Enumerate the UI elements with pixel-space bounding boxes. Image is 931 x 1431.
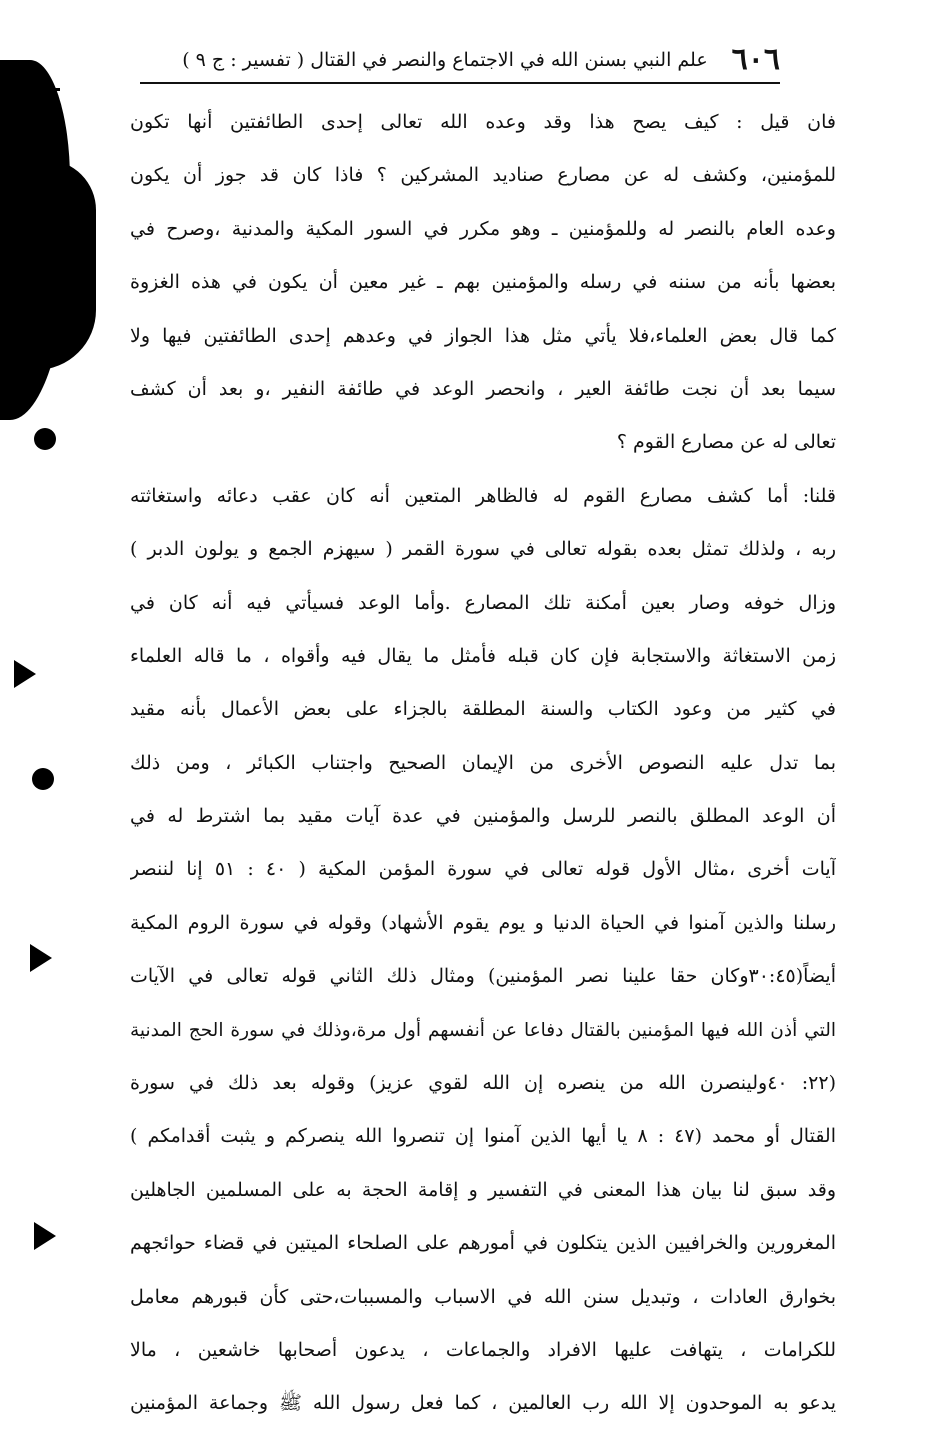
text-line: التي أذن الله فيها المؤمنين بالقتال دفاعا عن أنفسهم أول مرة،وذلك في سورة الحج المدنية [130,1019,836,1041]
page-number: ٦٠٦ [731,42,780,77]
text-line: كما قال بعض العلماء،فلا يأتي مثل هذا الجواز في وعدهم إحدى الطائفتين فيها ولا [130,324,836,347]
text-line: رسلنا والذين آمنوا في الحياة الدنيا و يوم يقوم الأشهاد) وقوله في سورة الروم المكية [130,911,836,934]
text-line: وزال خوفه وصار بعين أمكنة تلك المصارع .وأما الوعد فسيأتي فيه أنه كان في [130,591,836,614]
text-line: للكرامات ، يتهافت عليها الافراد والجماعات ، يدعون أصحابها خاشعين ، مالا [130,1338,836,1361]
text-line: أن الوعد المطلق بالنصر للرسل والمؤمنين في عدة آيات مقيد بما اشترط له في [130,805,836,828]
margin-arrow-mark [14,660,36,688]
text-line: سيما بعد أن نجت طائفة العير ، وانحصر الوعد في طائفة النفير ،و بعد أن كشف [130,377,836,400]
text-line: ربه ، ولذلك تمثل بعده بقوله تعالى في سورة القمر ( سيهزم الجمع و يولون الدبر ) [130,538,836,561]
text-line: بعضها بأنه من سننه في رسله والمؤمنين بهم ـ غير معين أن يكون في هذه الغزوة [130,271,836,294]
text-line: آيات أخرى ،مثال الأول قوله تعالى في سورة المؤمن المكية ( ٤٠ : ٥١ إنا لننصر [130,858,836,881]
margin-arrow-mark [30,944,52,972]
binding-edge-line [0,88,60,91]
text-line: زمن الاستغاثة والاستجابة فإن كان قبله فأمثل ما يقال فيه وأقواه ، ما قاله العلماء [130,644,836,667]
text-line: وعده العام بالنصر له وللمؤمنين ـ وهو مكرر في السور المكية والمدنية ،وصرح في [130,217,836,240]
text-line: فان قيل : كيف يصح هذا وقد وعده الله تعالى إحدى الطائفتين أنها تكون [130,111,836,133]
punch-hole-mark [40,140,62,162]
body-text [130,96,836,1431]
text-line: تعالى له عن مصارع القوم ؟ [616,431,836,454]
text-line: بما تدل عليه النصوص الأخرى من الإيمان الصحيح واجتناب الكبائر ، ومن ذلك [130,751,836,774]
text-line: المغرورين والخرافيين الذين يتكلون في أمورهم على الصلحاء الميتين في قضاء حوائجهم [130,1232,836,1255]
text-line: قلنا: أما كشف مصارع القوم له فالظاهر المتعين أنه كان عقب دعائه واستغاثته [130,484,836,507]
text-line: في كثير من وعود الكتاب والسنة المطلقة بالجزاء على بعض الأعمال بأنه مقيد [130,698,836,721]
text-line: بخوارق العادات ، وتبديل سنن الله في الاسباب والمسببات،حتى كأن قبورهم معامل [130,1285,836,1308]
text-line: وقد سبق لنا بيان هذا المعنى في التفسير و إقامة الحجة به على المسلمين الجاهلين [130,1178,836,1201]
text-line: للمؤمنين، وكشف له عن مصارع صناديد المشركين ؟ فاذا كان قد جوز أن يكون [130,164,836,187]
binding-shadow-inner [0,160,96,370]
text-line: (٢٢: ٤٠ولينصرن الله من ينصره إن الله لقوي عزيز) وقوله بعد ذلك في سورة [130,1072,836,1095]
header-rule [140,82,780,84]
text-line: يدعو به الموحدون إلا الله رب العالمين ، كما فعل رسول الله ﷺ وجماعة المؤمنين [130,1392,836,1415]
punch-hole-mark [32,768,54,790]
running-title: علم النبي بسنن الله في الاجتماع والنصر في القتال ( تفسير : ج ٩ ) [182,49,708,71]
text-line: القتال أو محمد (٤٧ : ٨ يا أيها الذين آمنوا إن تنصروا الله ينصركم و يثبت أقدامكم ) [130,1125,836,1148]
text-line: أيضاً(٣٠:٤٥وكان حقا علينا نصر المؤمنين) ومثال ذلك الثاني قوله تعالى في الآيات [130,965,836,988]
margin-arrow-mark [34,1222,56,1250]
punch-hole-mark [34,428,56,450]
page-header [140,36,780,80]
